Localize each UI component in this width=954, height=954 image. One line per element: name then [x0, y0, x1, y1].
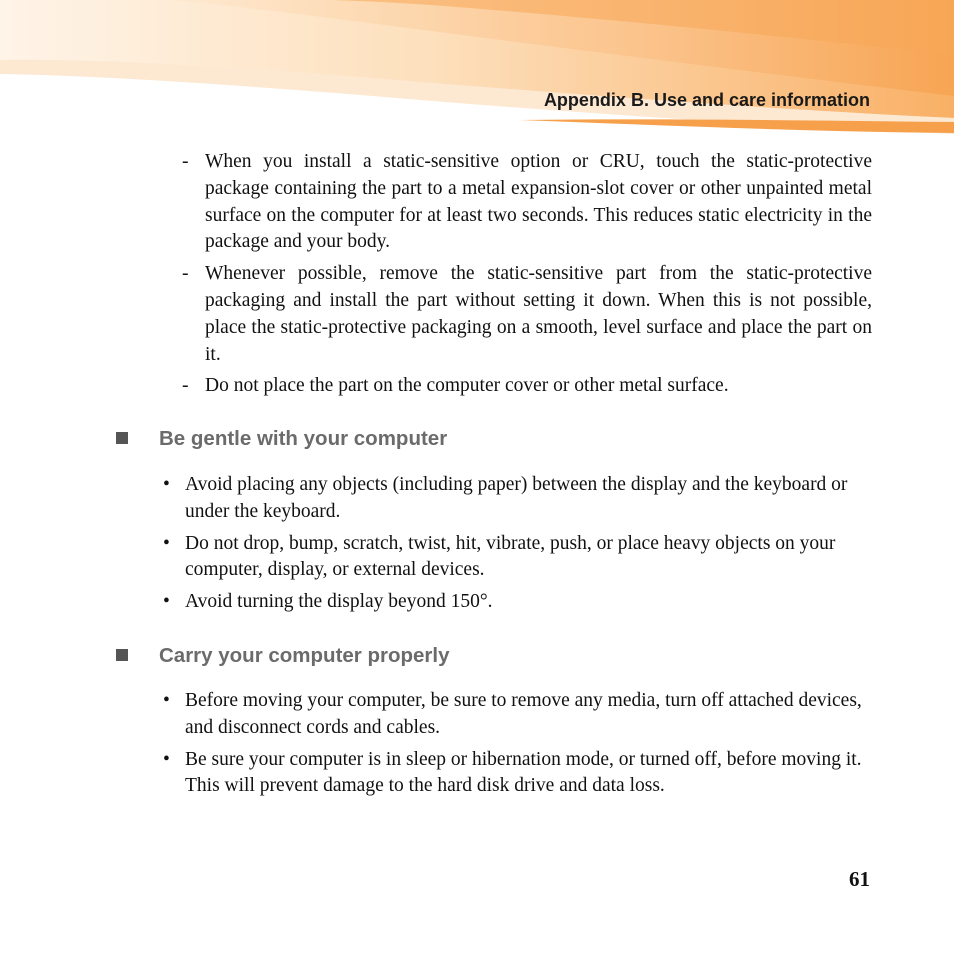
- list-item-text: Do not place the part on the computer cover or other metal surface.: [205, 375, 729, 397]
- list-item-text: When you install a static-sensitive option or CRU, touch the static-protective package containing the part to a metal expansion-slot cover or other unpainted metal surface on the computer for at least two seconds. This reduces static electricity in the package and your body.: [205, 151, 872, 253]
- bullet-marker: •: [163, 532, 170, 554]
- list-item-text: Whenever possible, remove the static-sensitive part from the static-protective packaging and install the part without setting it down. When this is not possible, place the static-protective packaging on a smooth, level surface and place the part on it.: [205, 263, 872, 365]
- list-item: [163, 747, 863, 801]
- list-item-text: Avoid placing any objects (including paper) between the display and the keyboard or under the keyboard.: [185, 474, 848, 522]
- section-heading-text: Carry your computer properly: [159, 644, 450, 667]
- section-heading-text: Be gentle with your computer: [159, 427, 448, 450]
- list-item: [182, 261, 872, 368]
- be-gentle-bullet-list: [163, 472, 863, 621]
- list-item-text: Avoid turning the display beyond 150°.: [185, 591, 493, 613]
- static-precautions-list: [182, 149, 872, 405]
- running-header-title: Appendix B. Use and care information: [543, 90, 870, 110]
- dash-marker: -: [182, 151, 189, 172]
- list-item: [182, 373, 872, 400]
- list-item: [163, 688, 863, 742]
- square-bullet-icon: [116, 432, 128, 444]
- dash-marker: -: [182, 375, 189, 397]
- list-item: [182, 149, 872, 256]
- bullet-marker: •: [163, 690, 170, 711]
- list-item: [163, 589, 863, 616]
- page-number: 61: [849, 867, 870, 891]
- list-item-text: Before moving your computer, be sure to remove any media, turn off attached devices, and disconnect cords and cables.: [185, 690, 862, 738]
- header-banner: [0, 0, 954, 140]
- bullet-marker: •: [163, 474, 170, 495]
- dash-marker: -: [182, 263, 189, 285]
- carry-properly-bullet-list: [163, 688, 863, 805]
- bullet-marker: •: [163, 748, 170, 770]
- list-item-text: Be sure your computer is in sleep or hibernation mode, or turned off, before moving it. This will prevent damage to the hard disk drive and data loss.: [185, 748, 862, 797]
- list-item: [163, 531, 863, 585]
- section-heading-carry-properly: [116, 644, 450, 668]
- bullet-marker: •: [163, 591, 170, 613]
- list-item-text: Do not drop, bump, scratch, twist, hit, vibrate, push, or place heavy objects on your computer, display, or external devices.: [185, 532, 836, 581]
- square-bullet-icon: [116, 649, 128, 661]
- section-heading-be-gentle: [116, 427, 447, 451]
- list-item: [163, 472, 863, 526]
